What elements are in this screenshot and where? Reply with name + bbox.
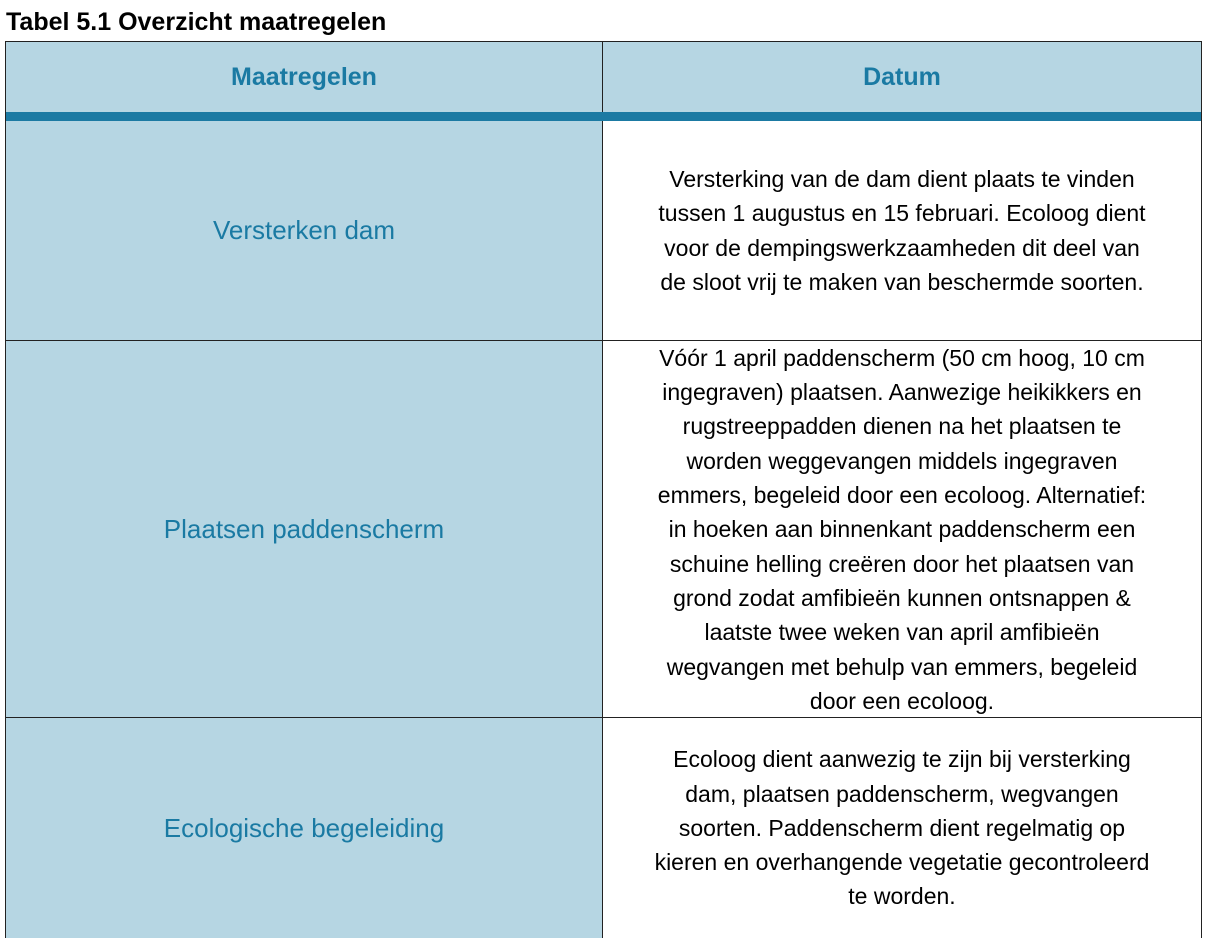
measures-table <box>5 41 1202 938</box>
measure-cell <box>6 121 603 340</box>
measure-name: Plaatsen paddenscherm <box>163 514 445 544</box>
table-row <box>6 717 1201 938</box>
table-header-row <box>6 42 1201 112</box>
date-cell <box>603 718 1201 938</box>
table-caption: Tabel 5.1 Overzicht maatregelen <box>6 8 387 36</box>
date-description: Vóór 1 april paddenscherm (50 cm hoog, 10 cm ingegraven) plaatsen. Aanwezige heikikkers en rugstreeppadden dienen na het plaatsen te worden weggevangen middels ingegraven emmers, begeleid door een ecoloog. Alternatief: in hoeken aan binnenkant paddenscherm een schuine helling creëren door het plaatsen van grond zodat amfibieën kunnen ontsnappen & laatste twee weken van april amfibieën wegvangen met behulp van emmers, begeleid door een ecoloog. <box>657 344 1147 714</box>
measure-cell <box>6 718 603 938</box>
date-description: Ecoloog dient aanwezig te zijn bij versterking dam, plaatsen paddenscherm, wegvangen soorten. Paddenscherm dient regelmatig op kieren en overhangende vegetatie gecontroleerd te worden. <box>654 746 1150 910</box>
table-row <box>6 121 1201 340</box>
table-row <box>6 340 1201 718</box>
date-cell <box>603 121 1201 340</box>
header-label-maatregelen: Maatregelen <box>231 62 377 91</box>
date-cell <box>603 341 1201 718</box>
header-cell-maatregelen <box>6 42 603 112</box>
measure-cell <box>6 341 603 718</box>
measure-name: Ecologische begeleiding <box>163 812 445 843</box>
header-label-datum: Datum <box>863 62 941 91</box>
date-description: Versterking van de dam dient plaats te vinden tussen 1 augustus en 15 februari. Ecoloog dient voor de dempingswerkzaamheden dit deel van de sloot vrij te maken van beschermde soorten. <box>658 165 1146 295</box>
measure-name: Versterken dam <box>212 215 396 245</box>
header-divider-bar <box>6 112 1201 121</box>
header-cell-datum <box>603 42 1201 112</box>
